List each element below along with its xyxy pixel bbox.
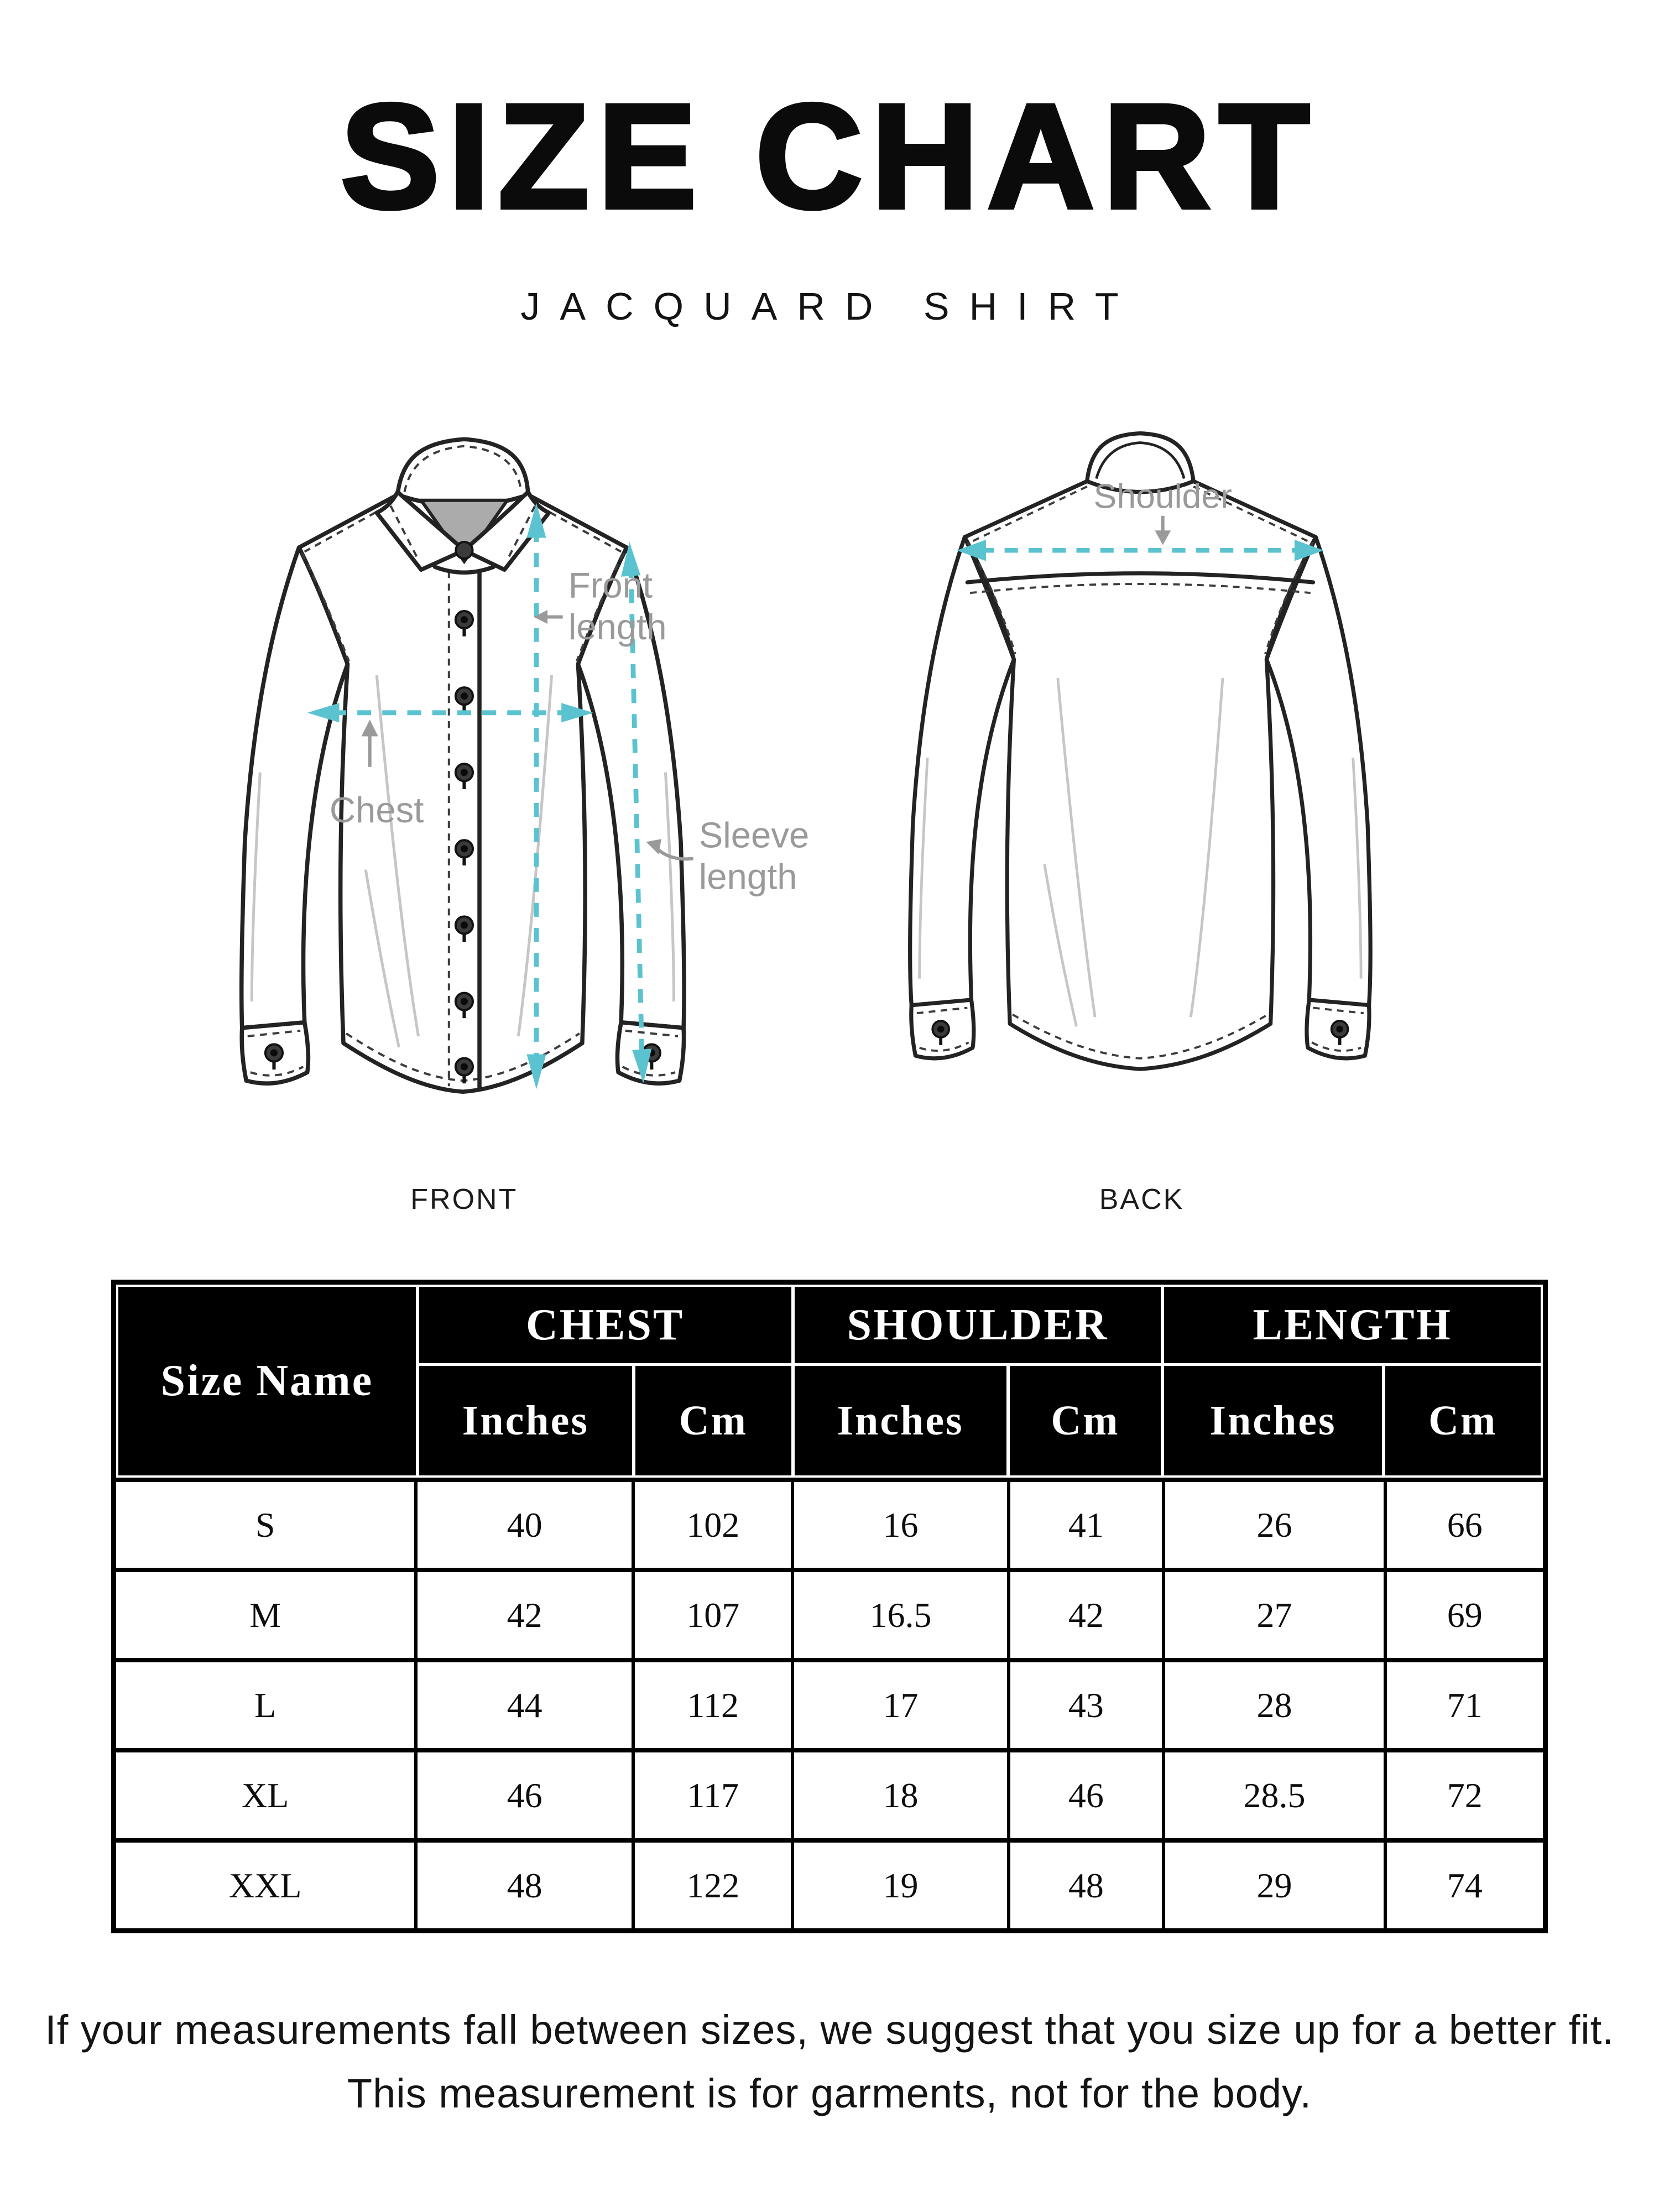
back-body	[964, 481, 1316, 1069]
length-inches-cell: 28.5	[1165, 1752, 1383, 1838]
header-cell-shoulder-cm: Cm	[1010, 1366, 1161, 1475]
chest-cm-cell: 112	[635, 1662, 791, 1748]
size-table-body	[116, 1478, 1543, 1928]
length-inches-cell: 27	[1165, 1572, 1383, 1658]
header-cell-chest-inches: Inches	[419, 1366, 632, 1475]
header-cell-length: LENGTH	[1164, 1287, 1541, 1363]
header-cell-shoulder: SHOULDER	[795, 1287, 1161, 1363]
back-shirt-illustration	[888, 425, 1446, 1144]
chest-inches-cell: 48	[418, 1843, 632, 1928]
shirt-diagrams	[0, 425, 1659, 1216]
length-cm-cell: 66	[1387, 1482, 1543, 1568]
chest-label: Chest	[329, 790, 424, 831]
chest-cm-cell: 122	[635, 1843, 791, 1928]
chest-cm-cell: 107	[635, 1572, 791, 1658]
size-table-header	[116, 1285, 1543, 1478]
chest-cm-cell: 117	[635, 1752, 791, 1838]
front-shirt-illustration	[213, 425, 865, 1175]
size-cell: XXL	[116, 1843, 414, 1928]
front-shirt-figure	[213, 425, 865, 1216]
back-caption: BACK	[1099, 1183, 1185, 1215]
header-cell-chest-cm: Cm	[635, 1366, 791, 1475]
shoulder-label: Shoulder	[1093, 477, 1232, 516]
fit-note-line1: If your measurements fall between sizes, we suggest that you size up for a better fit.	[45, 2007, 1614, 2053]
sleeve-length-label-line1: Sleeve	[698, 815, 810, 855]
shoulder-inches-cell: 17	[794, 1662, 1006, 1748]
length-cm-cell: 72	[1387, 1752, 1543, 1838]
shoulder-inches-cell: 19	[794, 1843, 1006, 1928]
fit-note-line2: This measurement is for garments, not for the body.	[347, 2070, 1312, 2116]
header-cell-length-inches: Inches	[1164, 1366, 1381, 1475]
header-cell-size-name: Size Name	[118, 1287, 416, 1475]
size-cell: XL	[116, 1752, 414, 1838]
shoulder-inches-cell: 18	[794, 1752, 1006, 1838]
fit-note	[0, 1999, 1659, 2125]
chest-inches-cell: 40	[418, 1482, 632, 1568]
size-table	[111, 1280, 1548, 1933]
shoulder-inches-cell: 16	[794, 1482, 1006, 1568]
length-inches-cell: 26	[1165, 1482, 1383, 1568]
length-cm-cell: 74	[1387, 1843, 1543, 1928]
size-cell: M	[116, 1572, 414, 1658]
sleeve-length-label-line2: length	[698, 856, 797, 897]
size-cell: S	[116, 1482, 414, 1568]
front-caption: FRONT	[410, 1183, 518, 1215]
length-cm-cell: 69	[1387, 1572, 1543, 1658]
shoulder-cm-cell: 43	[1010, 1662, 1162, 1748]
length-inches-cell: 28	[1165, 1662, 1383, 1748]
front-length-label-line2: length	[568, 606, 667, 647]
chest-cm-cell: 102	[635, 1482, 791, 1568]
collar-button-icon	[456, 542, 472, 559]
length-inches-cell: 29	[1165, 1843, 1383, 1928]
size-cell: L	[116, 1662, 414, 1748]
page-title: SIZE CHART	[341, 73, 1318, 239]
shoulder-inches-cell: 16.5	[794, 1572, 1006, 1658]
shoulder-cm-cell: 42	[1010, 1572, 1162, 1658]
chest-inches-cell: 44	[418, 1662, 632, 1748]
length-cm-cell: 71	[1387, 1662, 1543, 1748]
chest-inches-cell: 46	[418, 1752, 632, 1838]
header-cell-chest: CHEST	[419, 1287, 791, 1363]
back-shirt-figure	[888, 425, 1446, 1216]
chest-inches-cell: 42	[418, 1572, 632, 1658]
header-cell-length-cm: Cm	[1385, 1366, 1541, 1475]
header-cell-shoulder-inches: Inches	[795, 1366, 1006, 1475]
shoulder-cm-cell: 46	[1010, 1752, 1162, 1838]
front-length-label-line1: Front	[568, 565, 653, 606]
shoulder-cm-cell: 41	[1010, 1482, 1162, 1568]
page-subtitle: JACQUARD SHIRT	[520, 285, 1139, 328]
shoulder-cm-cell: 48	[1010, 1843, 1162, 1928]
